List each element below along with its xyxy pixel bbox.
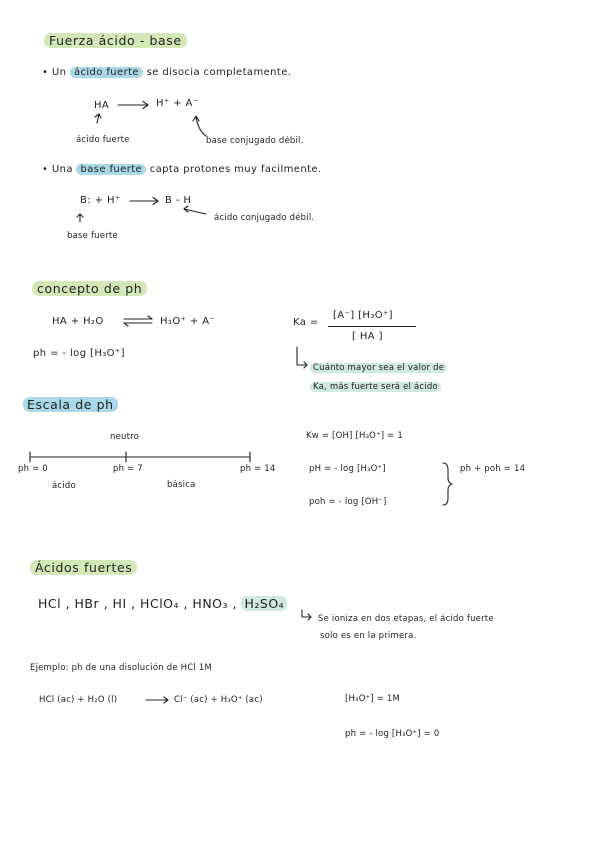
h2so4-note-line2: solo es en la primera. — [320, 631, 417, 641]
arrow-up-icon — [95, 114, 101, 123]
eq2-left: B: + H⁺ — [80, 195, 121, 206]
ph-poh-sum: ph + poh = 14 — [460, 464, 526, 474]
label-base-conjugada: base conjugado débil. — [206, 136, 304, 146]
arrow-up-icon — [77, 214, 83, 222]
label-neutro: neutro — [110, 432, 140, 442]
eq-disociacion-left: HA + H₂O — [52, 316, 104, 327]
ka-note-line2: Ka, más fuerte será el ácido — [310, 382, 441, 392]
right-brace-icon — [443, 463, 452, 505]
eq2-right: B - H — [165, 195, 192, 206]
ph-log-equation: pH = - log [H₃O⁺] — [309, 464, 386, 474]
section-title-escala-ph: Escala de ph — [23, 397, 118, 412]
ka-denominator: [ HA ] — [352, 331, 383, 342]
label-ph7: ph = 7 — [113, 464, 143, 474]
bullet-base-fuerte: • Una base fuerte capta protones muy facilmente. — [42, 164, 322, 175]
example-reaction-right: Cl⁻ (ac) + H₃O⁺ (ac) — [174, 695, 263, 705]
label-ph14: ph = 14 — [240, 464, 276, 474]
h2so4-note-line1: Se ioniza en dos etapas, el ácido fuerte — [318, 614, 494, 624]
eq-disociacion-right: H₃O⁺ + A⁻ — [160, 316, 216, 327]
label-acido-conjugado: ácido conjugado débil. — [214, 213, 315, 223]
label-acido-fuerte: ácido fuerte — [76, 135, 130, 145]
label-acido: ácido — [52, 481, 76, 491]
ka-label: Ka = — [293, 317, 319, 328]
hook-arrow-icon — [302, 610, 311, 620]
curved-arrow-icon — [193, 116, 206, 136]
arrow-left-icon — [184, 206, 206, 214]
example-reaction-left: HCl (ac) + H₂O (l) — [39, 695, 118, 705]
kw-equation: Kw = [OH] [H₃O⁺] = 1 — [306, 431, 404, 441]
equilibrium-arrows-icon — [124, 316, 152, 326]
ka-note-line1: Cuánto mayor sea el valor de — [310, 363, 447, 373]
bullet-acido-fuerte: • Un ácido fuerte se disocia completamente. — [42, 67, 292, 78]
arrow-right-icon — [146, 697, 168, 703]
arrow-right-icon — [130, 198, 158, 205]
example-concentration: [H₃O⁺] = 1M — [345, 694, 401, 704]
label-basica: básica — [167, 480, 196, 490]
ph-scale-axis — [30, 452, 250, 462]
eq1-right: H⁺ + A⁻ — [156, 98, 199, 109]
arrow-right-icon — [118, 102, 148, 109]
ka-numerator: [A⁻] [H₃O⁺] — [333, 310, 393, 321]
eq1-left: HA — [94, 100, 110, 111]
label-ph0: ph = 0 — [18, 464, 48, 474]
ph-definition: ph = - log [H₃O⁺] — [33, 348, 125, 359]
section-title-fuerza: Fuerza ácido - base — [44, 33, 187, 48]
example-ph-result: ph = - log [H₃O⁺] = 0 — [345, 729, 440, 739]
section-title-acidos-fuertes: Ácidos fuertes — [30, 560, 137, 575]
poh-log-equation: poh = - log [OH⁻] — [309, 497, 387, 507]
label-base-fuerte: base fuerte — [67, 231, 118, 241]
section-title-concepto-ph: concepto de ph — [32, 281, 147, 296]
strong-acid-list: HCl , HBr , HI , HClO₄ , HNO₃ , H₂SO₄ — [38, 596, 287, 611]
hook-arrow-icon — [297, 347, 307, 368]
example-heading: Ejemplo: ph de una disolución de HCl 1M — [30, 663, 212, 673]
